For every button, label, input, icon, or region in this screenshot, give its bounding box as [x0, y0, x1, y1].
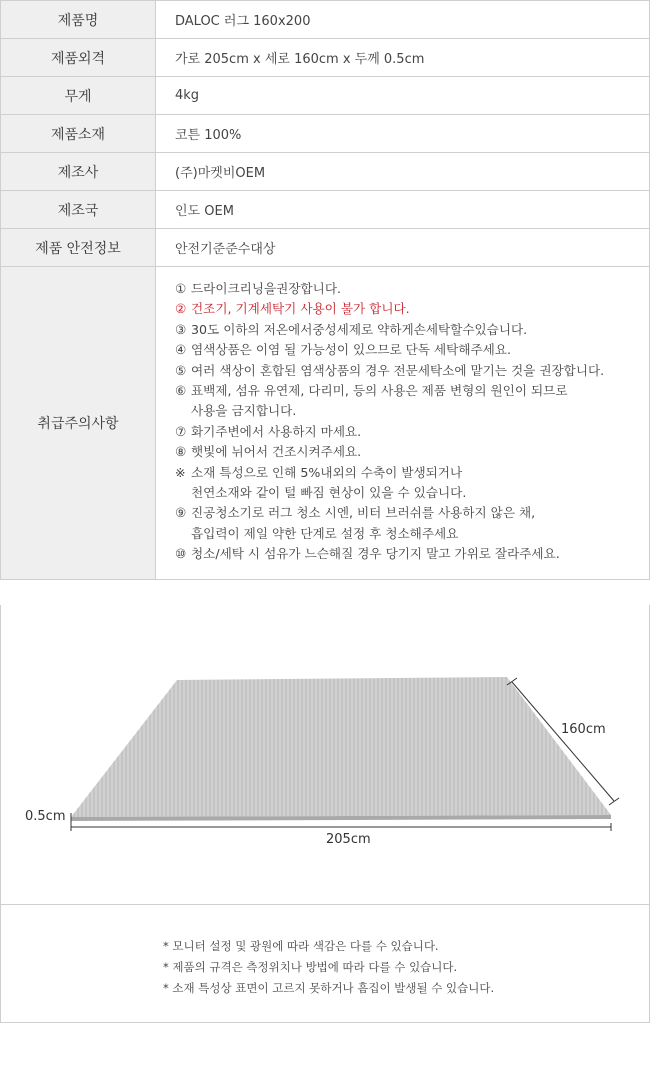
care-item-text: 30도 이하의 저온에서중성세제로 약하게손세탁할수있습니다.: [191, 321, 528, 337]
care-item-text: 청소/세탁 시 섬유가 느슨해질 경우 당기지 말고 가위로 잘라주세요.: [191, 546, 560, 562]
care-item: [175, 320, 649, 340]
care-item: [175, 483, 649, 503]
care-item: [175, 503, 649, 523]
care-item-text: 햇빛에 뉘어서 건조시켜주세요.: [191, 444, 362, 460]
care-item: [175, 340, 649, 360]
spec-row-safety: [1, 229, 650, 267]
care-cell: [156, 267, 650, 580]
care-item-marker: [175, 483, 191, 503]
care-item: [175, 463, 649, 483]
notes-box: [0, 904, 650, 1023]
spec-label: 제품외격: [1, 39, 156, 77]
care-item-marker: ③: [175, 321, 187, 337]
care-item-marker: ⑨: [175, 505, 187, 521]
care-item-text: 여러 색상이 혼합된 염색상품의 경우 전문세탁소에 맡기는 것을 권장합니다.: [191, 362, 605, 378]
notes-list: [163, 936, 649, 999]
care-label: 취급주의사항: [1, 267, 156, 580]
spec-value: 인도 OEM: [156, 191, 650, 229]
care-item: [175, 401, 649, 421]
spec-value: 가로 205cm x 세로 160cm x 두께 0.5cm: [156, 39, 650, 77]
care-item-marker: ①: [175, 281, 187, 296]
care-item: [175, 381, 649, 401]
spec-label: 제조국: [1, 191, 156, 229]
care-item-marker: ⑥: [175, 383, 187, 399]
width-label: 205cm: [326, 832, 371, 847]
care-item-marker: ⑦: [175, 423, 187, 439]
spec-row-material: [1, 115, 650, 153]
care-item-marker: ⑤: [175, 362, 187, 378]
spec-row-size: [1, 39, 650, 77]
care-item-text: 진공청소기로 러그 청소 시엔, 비터 브러쉬를 사용하지 않은 채,: [191, 505, 536, 521]
care-item: [175, 524, 649, 544]
care-item-marker: ⑩: [175, 546, 187, 562]
rug-dimension-figure: [0, 605, 650, 905]
depth-label: 160cm: [561, 722, 606, 737]
spec-value: (주)마켓비OEM: [156, 153, 650, 191]
note-item: * 소재 특성상 표면이 고르지 못하거나 흠집이 발생될 수 있습니다.: [163, 981, 495, 995]
care-item-text: 드라이크리닝을권장합니다.: [191, 281, 341, 296]
care-item-marker: ※: [175, 464, 186, 480]
care-item-warning: [175, 299, 649, 319]
spec-row-manufacturer: [1, 153, 650, 191]
care-item-text: 화기주변에서 사용하지 마세요.: [191, 423, 362, 439]
spec-row-name: [1, 1, 650, 39]
spec-label: 제조사: [1, 153, 156, 191]
care-item-marker: ④: [175, 342, 187, 358]
care-item-text: 흡입력이 제일 약한 단계로 설정 후 청소해주세요: [191, 525, 459, 541]
spec-label: 제품 안전정보: [1, 229, 156, 267]
care-item-marker: ⑧: [175, 444, 187, 460]
care-item-text: 천연소재와 같이 털 빠짐 현상이 있을 수 있습니다.: [191, 485, 467, 501]
care-item: [175, 361, 649, 381]
spec-value: 안전기준준수대상: [156, 229, 650, 267]
care-item: [175, 279, 649, 299]
spec-value: 4kg: [156, 77, 650, 115]
spec-row-weight: [1, 77, 650, 115]
care-item-marker: [175, 401, 191, 421]
spec-label: 무게: [1, 77, 156, 115]
spec-value: 코튼 100%: [156, 115, 650, 153]
care-item-text: 소재 특성으로 인해 5%내외의 수축이 발생되거나: [191, 464, 463, 480]
care-item: [175, 544, 649, 564]
note-item: * 제품의 규격은 측정위치나 방법에 따라 다를 수 있습니다.: [163, 960, 458, 974]
spec-label: 제품소재: [1, 115, 156, 153]
care-item-text: 건조기, 기계세탁기 사용이 불가 합니다.: [191, 301, 410, 317]
care-item: [175, 422, 649, 442]
care-item-text: 사용을 금지합니다.: [191, 403, 297, 419]
spec-value: DALOC 러그 160x200: [156, 1, 650, 39]
care-item-marker: ②: [175, 301, 187, 317]
care-item: [175, 442, 649, 462]
rug-surface: [71, 677, 611, 817]
spec-row-country: [1, 191, 650, 229]
care-item-text: 염색상품은 이염 될 가능성이 있으므로 단독 세탁해주세요.: [191, 342, 511, 358]
rug-illustration: [1, 605, 649, 905]
note-item: * 모니터 설정 및 광원에 따라 색감은 다를 수 있습니다.: [163, 939, 439, 953]
thickness-label: 0.5cm: [25, 809, 66, 824]
spec-label: 제품명: [1, 1, 156, 39]
spec-row-care: [1, 267, 650, 580]
care-item-marker: [175, 524, 191, 544]
care-list: [156, 267, 649, 579]
care-item-text: 표백제, 섬유 유연제, 다리미, 등의 사용은 제품 변형의 원인이 되므로: [191, 383, 568, 399]
